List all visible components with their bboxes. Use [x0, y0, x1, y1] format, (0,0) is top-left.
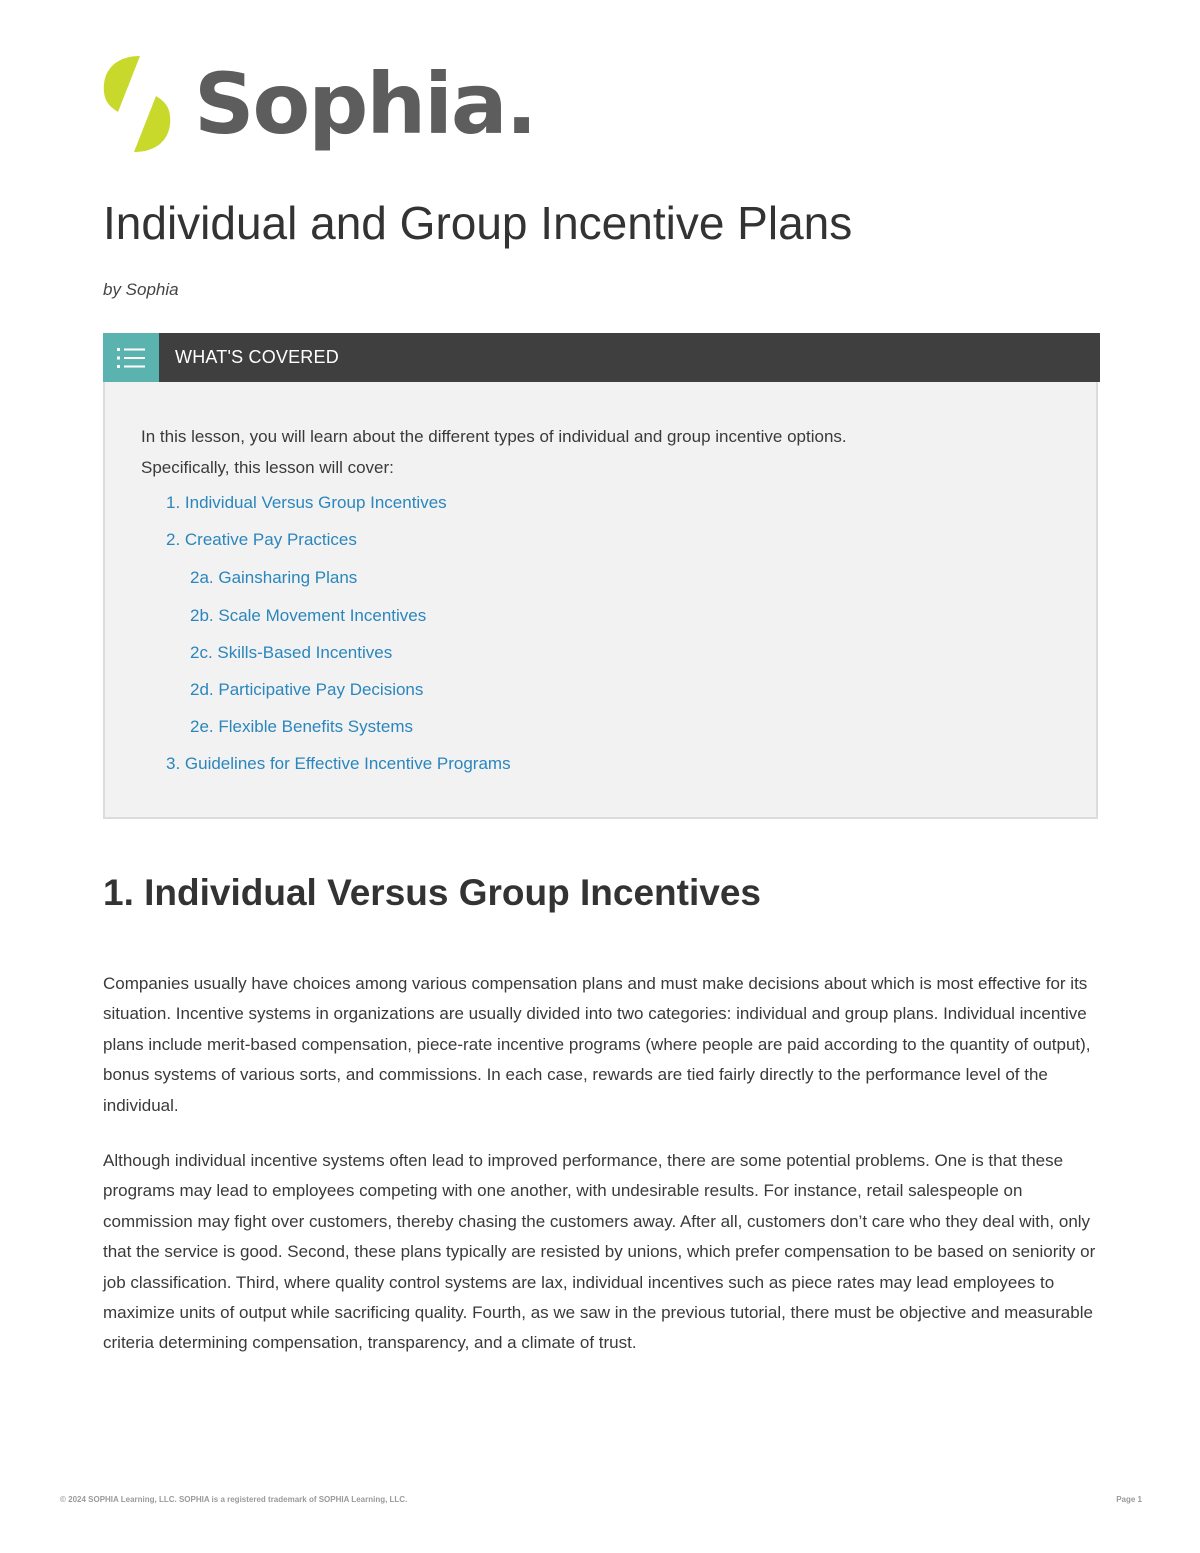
- toc-link-2[interactable]: 2. Creative Pay Practices: [166, 530, 357, 549]
- section-heading: 1. Individual Versus Group Incentives: [103, 872, 761, 913]
- list-icon: [103, 333, 159, 382]
- footer-copyright: © 2024 SOPHIA Learning, LLC. SOPHIA is a registered trademark of SOPHIA Learning, LLC.: [60, 1495, 408, 1504]
- toc-link-2d[interactable]: 2d. Participative Pay Decisions: [190, 680, 424, 699]
- toc-link-1[interactable]: 1. Individual Versus Group Incentives: [166, 493, 447, 512]
- paragraph-1: Companies usually have choices among various compensation plans and must make decisions about which is most effective for its situation. Incentive systems in organizations are usually divided into two categories: individual and group plans. Individual incentive plans include merit-based compensation, piece-rate incentive programs (where people are paid according to the quantity of output), bonus systems of various sorts, and commissions. In each case, rewards are tied fairly directly to the performance level of the individual.: [103, 974, 1091, 1115]
- toc-link-2b[interactable]: 2b. Scale Movement Incentives: [190, 606, 427, 625]
- whats-covered-intro: [141, 421, 1041, 483]
- whats-covered-header: [103, 333, 1100, 382]
- intro-line-1: In this lesson, you will learn about the different types of individual and group incentive options.: [141, 427, 847, 446]
- sophia-logo: [100, 52, 536, 156]
- page-title: Individual and Group Incentive Plans: [103, 197, 853, 249]
- toc-link-3[interactable]: 3. Guidelines for Effective Incentive Programs: [166, 754, 511, 773]
- footer-page-number: Page 1: [1116, 1495, 1142, 1504]
- paragraph-2: Although individual incentive systems often lead to improved performance, there are some potential problems. One is that these programs may lead to employees competing with one another, with undesirable results. For instance, retail salespeople on commission may fight over customers, thereby chasing the customers away. After all, customers don’t care who they deal with, only that the service is good. Second, these plans typically are resisted by unions, which prefer compensation to be based on seniority or job classification. Third, where quality control systems are lax, individual incentives such as piece rates may lead employees to maximize units of output while sacrificing quality. Fourth, as we saw in the previous tutorial, there must be objective and measurable criteria determining compensation, transparency, and a climate of trust.: [103, 1151, 1096, 1353]
- whats-covered-box: [103, 333, 1098, 819]
- toc-link-2a[interactable]: 2a. Gainsharing Plans: [190, 568, 358, 587]
- toc-link-2e[interactable]: 2e. Flexible Benefits Systems: [190, 717, 413, 736]
- intro-line-2: Specifically, this lesson will cover:: [141, 458, 394, 477]
- byline: by Sophia: [103, 280, 179, 299]
- toc-link-2c[interactable]: 2c. Skills-Based Incentives: [190, 643, 393, 662]
- whats-covered-heading: WHAT'S COVERED: [175, 347, 339, 367]
- sophia-wordmark: Sophia.: [194, 55, 536, 153]
- sophia-logo-icon: [100, 52, 174, 156]
